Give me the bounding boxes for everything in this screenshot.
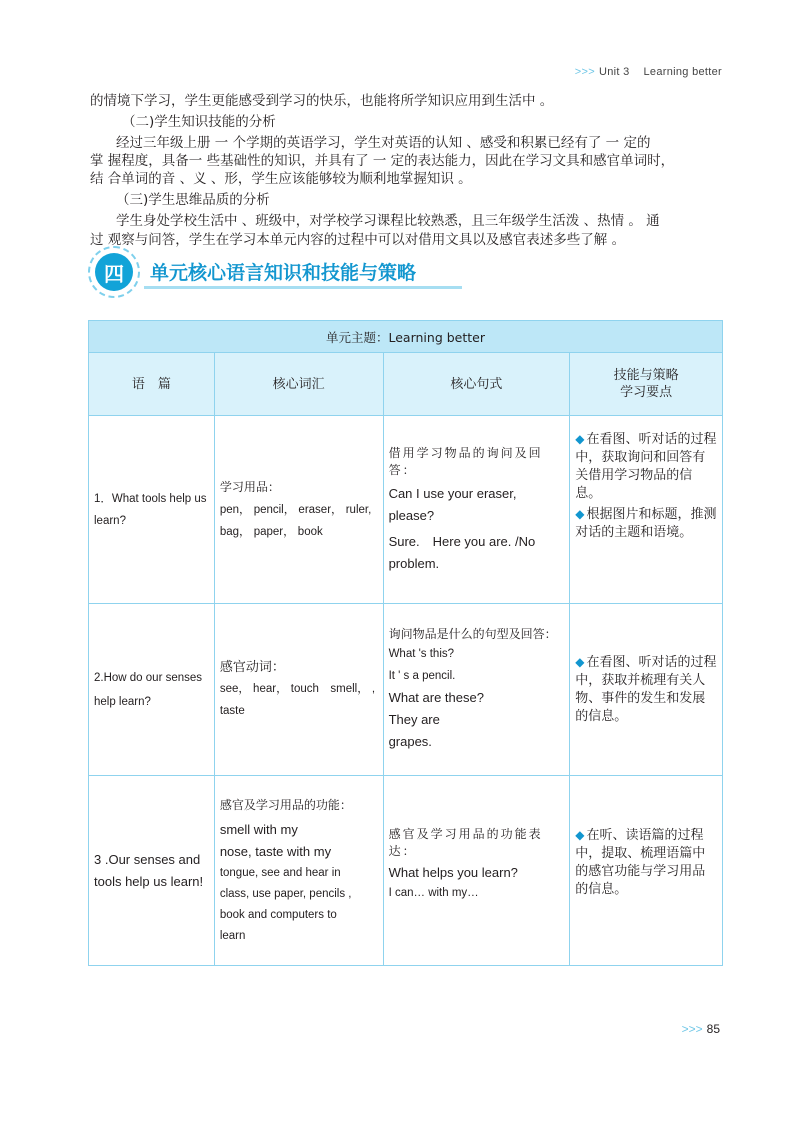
row1-vocab-words: pen， pencil， eraser， ruler, bag， paper， book [219,503,372,538]
section-title: 单元核心语言知识和技能与策略 [150,262,417,284]
row2-pattern-label: 询问物品是什么的句型及回答： [388,627,557,641]
row2-pattern-line: What are these? [388,690,484,705]
row3-pattern [383,776,570,966]
paragraph-line: 过 观察与问答，学生在学习本单元内容的过程中可以对借用文具以及感官表述多些了解 。 [90,232,626,248]
diamond-bullet-icon: ◆ [575,507,585,521]
header-title: Learning better [643,66,722,78]
table-row [89,776,723,966]
header-patterns: 核心句式 [383,353,570,416]
row3-vocab-label: 感官及学习用品的功能： [219,797,352,812]
strategy-item: ◆ 在看图、听对话的过程中，获取并梳理有关人物、事件的发生和发展的信息。 [575,655,717,724]
row3-vocab-line: nose, taste with my [219,843,332,859]
body-text [90,92,730,252]
row3-vocab-line: book and computers to [219,908,337,921]
page-number: 85 [706,1022,720,1036]
header-arrows: >>> [574,66,595,78]
table-row [89,604,723,776]
table-theme: 单元主题：Learning better [89,321,723,353]
subheading-skills: （二)学生知识技能的分析 [122,114,276,130]
row2-strategies [570,604,723,776]
row1-pattern [383,416,570,604]
paragraph-line: 结 合单词的音 、义 、形，学生应该能够较为顺利地掌握知识 。 [90,171,472,187]
strategy-item: ◆ 在听、读语篇的过程中，提取、梳理语篇中的感官功能与学习用品的信息。 [575,828,706,897]
row2-vocab-words: see， hear， touch smell， , taste [219,682,376,717]
core-knowledge-table [88,320,723,966]
diamond-bullet-icon: ◆ [575,655,585,669]
diamond-bullet-icon: ◆ [575,432,585,446]
row3-vocab-line: class, use paper, pencils , [219,887,352,900]
row1-vocab-label: 学习用品： [219,479,280,494]
row2-text: 2.How do our senses help learn? [89,604,215,776]
row2-vocab-label: 感官动词： [219,659,285,675]
footer-arrows: >>> [681,1022,703,1036]
row3-vocab-line: tongue, see and hear in [219,866,341,879]
table-row [89,416,723,604]
header-strategies-line1: 技能与策略 [613,368,679,383]
row1-pattern-answer: Sure. Here you are. /No problem. [388,533,536,571]
row1-pattern-label: 借用学习物品的询问及回答： [388,445,543,477]
header-text: 语 篇 [89,353,215,416]
header-strategies [570,353,723,416]
row1-vocab [214,416,383,604]
header-strategies-line2: 学习要点 [620,385,673,400]
paragraph-line: 学生身处学校生活中 、班级中，对学校学习课程比较熟悉，且三年级学生活泼 、热情 。 通 [116,213,660,229]
diamond-bullet-icon: ◆ [575,828,585,842]
row3-pattern-answer: I can… with my… [388,887,479,899]
row3-pattern-label: 感官及学习用品的功能表达： [388,827,543,858]
row2-pattern-line: They are [388,712,440,727]
row3-vocab-line: smell with my [219,821,298,837]
row3-text: 3 .Our senses and tools help us learn! [89,776,215,966]
row3-pattern-question: What helps you learn? [388,865,518,880]
row3-vocab [214,776,383,966]
row3-vocab-line: learn [219,929,246,942]
paragraph-line: 经过三年级上册 一 个学期的英语学习，学生对英语的认知 、感受和积累已经有了 一 定的 [116,135,651,151]
strategy-item: ◆ 在看图、听对话的过程中，获取询问和回答有关借用学习物品的信息。 [575,432,717,501]
strategy-item: ◆ 根据图片和标题，推测对话的主题和语境。 [575,507,717,540]
row1-pattern-question: Can I use your eraser, please? [388,485,517,523]
row3-strategies [570,776,723,966]
row2-vocab [214,604,383,776]
section-underline [144,286,462,289]
running-header [575,66,722,78]
row1-text: 1．What tools help us learn? [89,416,215,604]
section-heading [88,246,468,298]
paragraph-line: 的情境下学习，学生更能感受到学习的快乐，也能将所学知识应用到生活中 。 [90,93,554,109]
row2-pattern-line: It ' s a pencil. [388,670,456,682]
row2-pattern-line: What 's this? [388,648,455,660]
page-footer [682,1022,720,1036]
subheading-thinking: （三)学生思维品质的分析 [116,192,270,208]
row1-strategies [570,416,723,604]
paragraph-line: 掌 握程度，具备一 些基础性的知识，并具有了 一 定的表达能力，因此在学习文具和感官单词时， [90,153,675,169]
row2-pattern [383,604,570,776]
header-vocab: 核心词汇 [214,353,383,416]
row2-pattern-line: grapes. [388,734,432,749]
section-number-badge: 四 [95,253,133,291]
header-unit: Unit 3 [598,66,630,78]
